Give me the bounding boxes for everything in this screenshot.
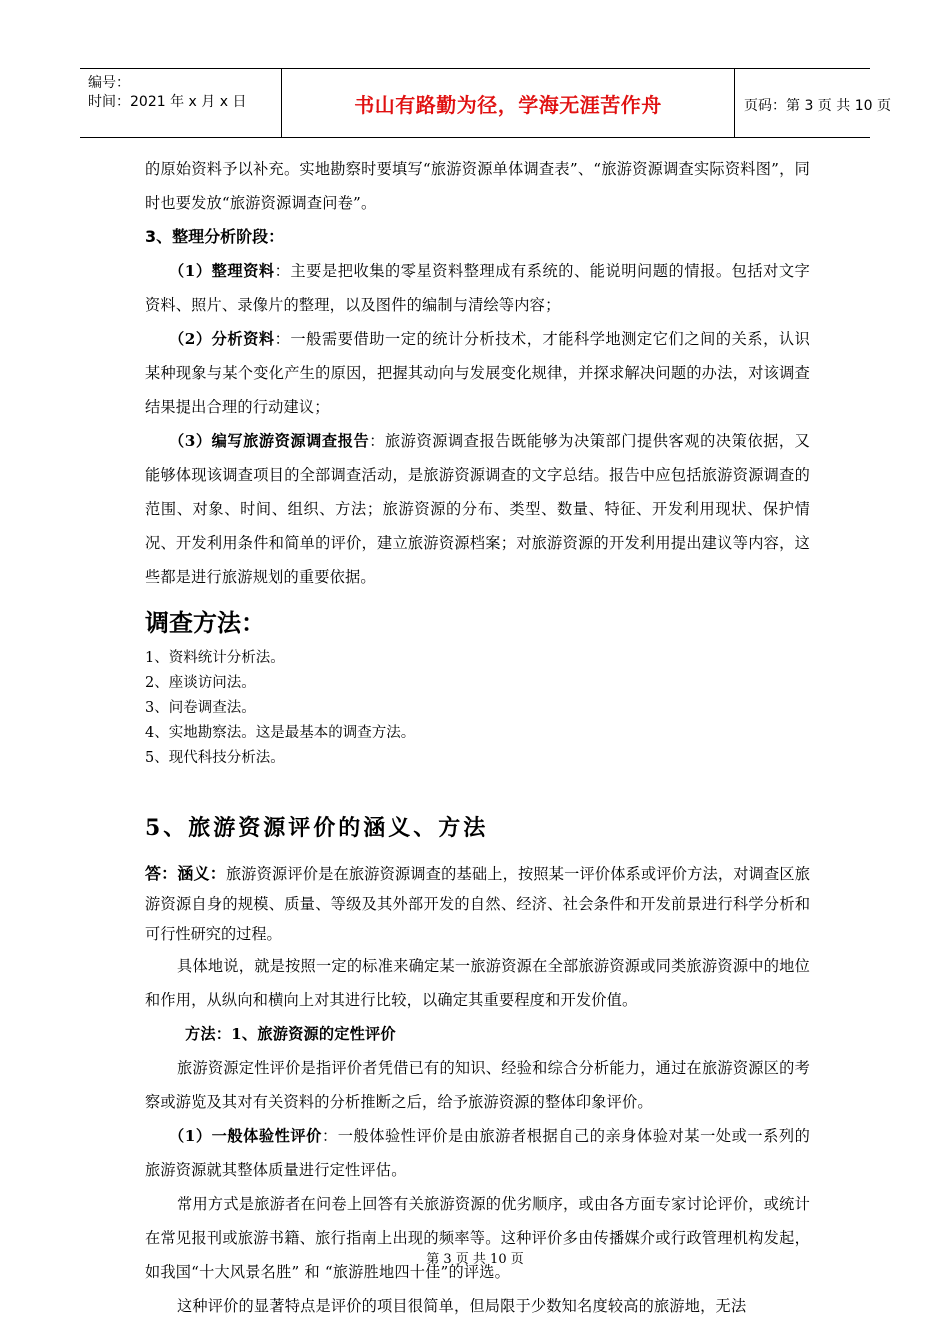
item-write-report [145,424,810,594]
paragraph-continued: 的原始资料予以补充。实地勘察时要填写“旅游资源单体调查表”、“旅游资源调查实际资料图”，同时也要发放“旅游资源调查问卷”。 [145,160,810,212]
specific-paragraph: 具体地说，就是按照一定的标准来确定某一旅游资源在全部旅游资源或同类旅游资源中的地位和作用，从纵向和横向上对其进行比较，以确定其重要程度和开发价值。 [145,957,810,1009]
common-methods-paragraph: 常用方式是旅游者在问卷上回答有关旅游资源的优劣顺序，或由各方面专家讨论评价，或统计在常见报刊或旅游书籍、旅行指南上出现的频率等。这种评价多由传播媒介或行政管理机构发起，如我国“十大风景名胜” 和 “旅游胜地四十佳”的评选。 [145,1195,810,1281]
document-body [145,152,810,1323]
item-analyze-data [145,322,810,424]
header-page-cell [734,69,891,137]
qualitative-paragraph: 旅游资源定性评价是指评价者凭借已有的知识、经验和综合分析能力，通过在旅游资源区的考察或游览及其对有关资料的分析推断之后，给予旅游资源的整体印象评价。 [145,1059,810,1111]
stage3-heading: 3、整理分析阶段： [145,227,285,246]
item-organize-data [145,254,810,322]
general-evaluation-paragraph [145,1119,810,1187]
section5-heading: 5、旅游资源评价的涵义、方法 [145,815,489,841]
list-item: 1、资料统计分析法。 [145,650,285,666]
answer-label: 答：涵义： [145,864,226,883]
document-date: 时间：2021 年 x 月 x 日 [88,94,247,110]
method1-heading: 方法：1、旅游资源的定性评价 [185,1025,396,1043]
item-report-label: （3）编写旅游资源调查报告 [169,432,370,450]
item-analyze-label: （2）分析资料 [169,330,275,348]
list-item: 4、实地勘察法。这是最基本的调查方法。 [145,725,416,741]
item-report-text: ：旅游资源调查报告既能够为决策部门提供客观的决策依据，又能够体现该调查项目的全部调查活动，是旅游资源调查的文字总结。报告中应包括旅游资源调查的范围、对象、时间、组织、方法；旅游资源的分布、类型、数量、特征、开发利用现状、保护情况、开发利用条件和简单的评价，建立旅游资源档案；对旅游资源的开发利用提出建议等内容，这些都是进行旅游规划的重要依据。 [145,432,810,586]
answer-text: 旅游资源评价是在旅游资源调查的基础上，按照某一评价体系或评价方法，对调查区旅游资源自身的规模、质量、等级及其外部开发的自然、经济、社会条件和开发前景进行科学分析和可行性研究的过程。 [145,865,810,943]
general-evaluation-text: ：一般体验性评价是由旅游者根据自己的亲身体验对某一处或一系列的旅游资源就其整体质量进行定性评估。 [145,1127,810,1179]
methods-list [145,646,810,771]
list-item: 5、现代科技分析法。 [145,750,285,766]
list-item: 3、问卷调查法。 [145,700,256,716]
header-page-info: 页码：第 3 页 共 10 页 [744,98,891,114]
document-number-label: 编号： [88,75,130,91]
page-footer: 第 3 页 共 10 页 [426,1252,524,1267]
item-organize-label: （1）整理资料 [169,262,275,280]
methods-heading: 调查方法： [145,609,265,637]
item-organize-text: ：主要是把收集的零星资料整理成有系统的、能说明问题的情报。包括对文字资料、照片、录像片的整理，以及图件的编制与清绘等内容； [145,262,810,314]
header-motto-cell [281,69,735,137]
item-analyze-text: ：一般需要借助一定的统计分析技术，才能科学地测定它们之间的关系，认识某种现象与某个变化产生的原因，把握其动向与发展变化规律，并探求解决问题的办法，对该调查结果提出合理的行动建议； [145,330,810,416]
page-header [80,68,891,138]
answer-paragraph [145,859,810,949]
feature-paragraph: 这种评价的显著特点是评价的项目很简单，但局限于少数知名度较高的旅游地，无法 [177,1297,747,1315]
general-evaluation-label: （1）一般体验性评价 [169,1127,322,1145]
list-item: 2、座谈访问法。 [145,675,256,691]
header-meta [80,69,280,137]
header-motto: 书山有路勤为径，学海无涯苦作舟 [354,93,662,117]
